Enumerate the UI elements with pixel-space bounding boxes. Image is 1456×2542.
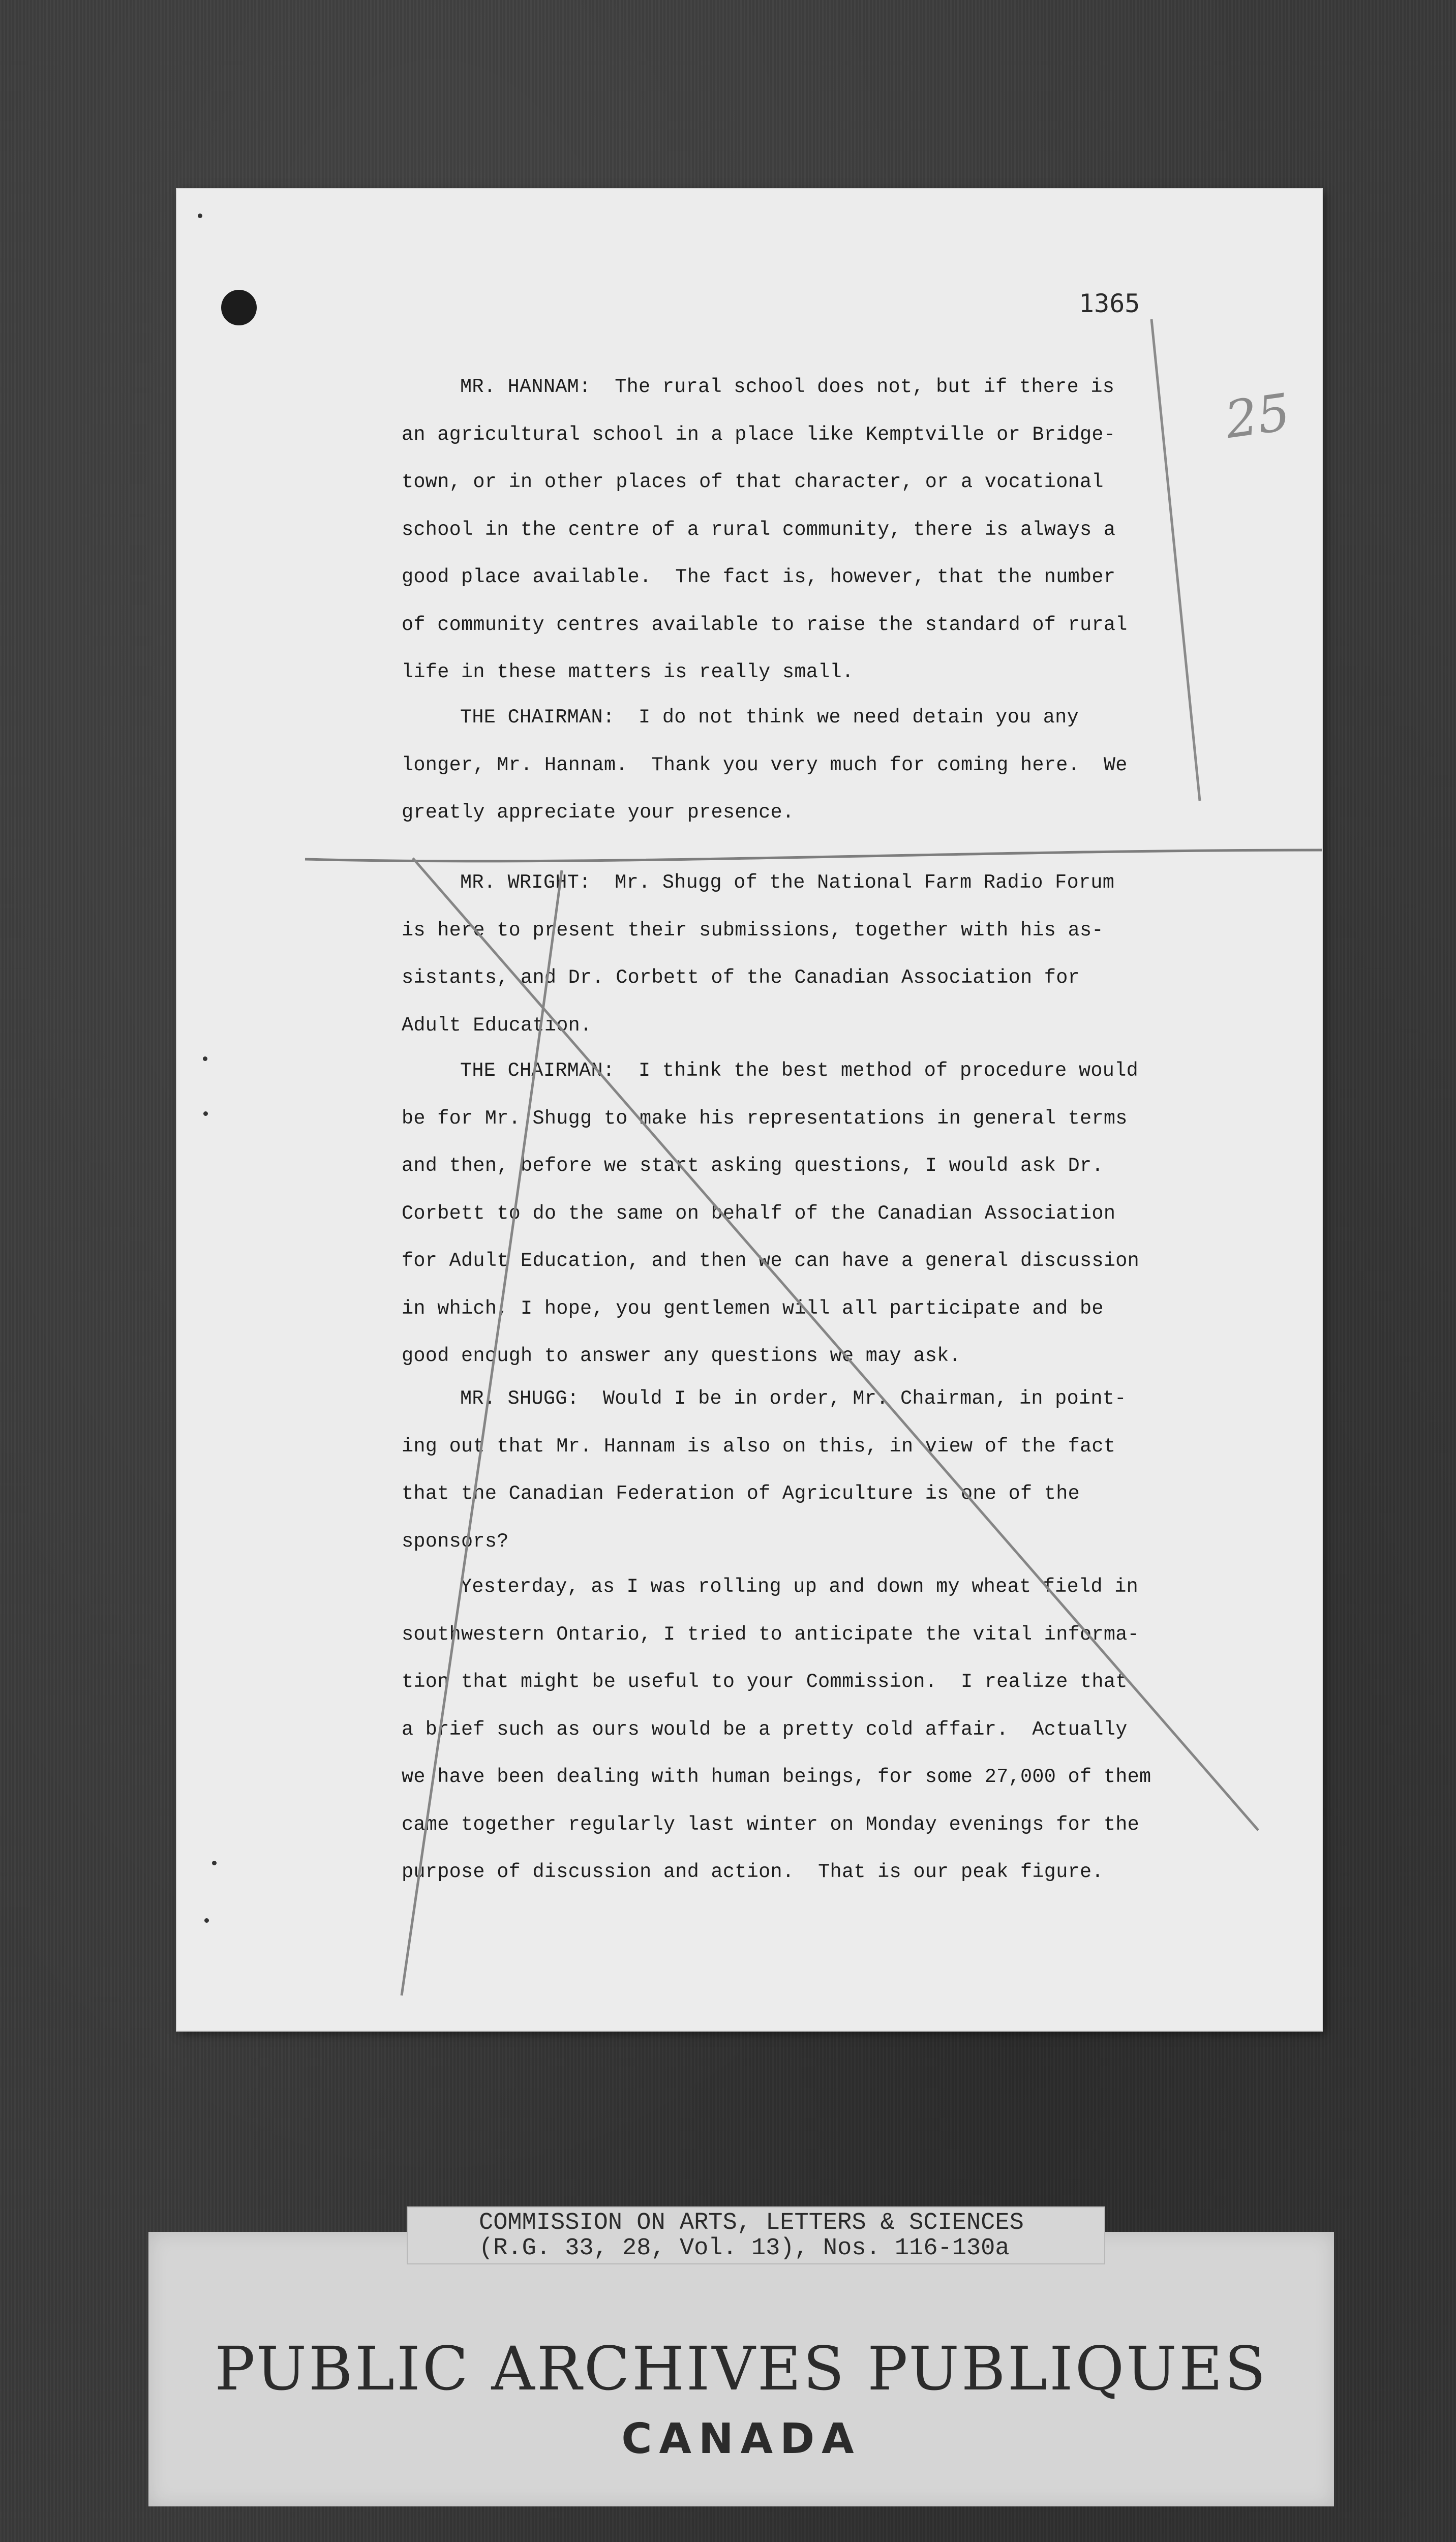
text-line: southwestern Ontario, I tried to anticipate the vital informa- <box>402 1623 1140 1646</box>
archives-title: PUBLIC ARCHIVES PUBLIQUES <box>215 2334 1268 2404</box>
text-line: good place available. The fact is, however, that the number <box>402 566 1116 588</box>
text-line: ing out that Mr. Hannam is also on this, in view of the fact <box>402 1435 1116 1458</box>
text-line: is here to present their submissions, together with his as- <box>402 919 1104 942</box>
paragraph-chairman-1 <box>402 694 1129 837</box>
text-line: and then, before we start asking questions, I would ask Dr. <box>402 1155 1104 1177</box>
text-line: MR. WRIGHT: Mr. Shugg of the National Farm Radio Forum <box>460 871 1115 894</box>
text-line: longer, Mr. Hannam. Thank you very much for coming here. We <box>402 753 1128 776</box>
speck <box>198 214 202 218</box>
punch-hole <box>221 290 257 325</box>
paragraph-shugg <box>402 1375 1129 1565</box>
archive-label-line-1: COMMISSION ON ARTS, LETTERS & SCIENCES <box>479 2210 1024 2236</box>
text-line: THE CHAIRMAN: I do not think we need detain you any <box>460 706 1079 729</box>
archives-band <box>148 2232 1334 2506</box>
archives-subtitle: CANADA <box>621 2415 861 2463</box>
text-line: MR. HANNAM: The rural school does not, but if there is <box>460 376 1115 398</box>
text-line: school in the centre of a rural community, there is always a <box>402 518 1116 541</box>
paragraph-yesterday <box>402 1563 1151 1896</box>
text-line: an agricultural school in a place like Kemptville or Bridge- <box>402 423 1116 446</box>
text-line: sistants, and Dr. Corbett of the Canadian Association for <box>402 966 1080 989</box>
text-line: Adult Education. <box>402 1014 592 1037</box>
paragraph-wright <box>402 859 1129 1049</box>
text-line: life in these matters is really small. <box>402 661 854 683</box>
speck <box>204 1918 209 1923</box>
text-line: a brief such as ours would be a pretty cold affair. Actually <box>402 1718 1128 1741</box>
text-line: Yesterday, as I was rolling up and down my wheat field in <box>460 1576 1139 1598</box>
speck <box>212 1861 217 1865</box>
text-line: purpose of discussion and action. That is our peak figure. <box>402 1861 1104 1883</box>
text-line: tion that might be useful to your Commission. I realize that <box>402 1671 1128 1693</box>
text-line: for Adult Education, and then we can have a general discussion <box>402 1250 1140 1272</box>
speck <box>203 1056 207 1061</box>
text-line: of community centres available to raise the standard of rural <box>402 613 1128 636</box>
paragraph-hannam <box>402 364 1129 697</box>
text-line: sponsors? <box>402 1530 509 1553</box>
text-line: that the Canadian Federation of Agriculture is one of the <box>402 1482 1080 1505</box>
text-line: town, or in other places of that character, or a vocational <box>402 471 1104 493</box>
text-line: greatly appreciate your presence. <box>402 801 795 824</box>
paragraph-chairman-2 <box>402 1047 1140 1380</box>
text-line: good enough to answer any questions we may ask. <box>402 1345 961 1367</box>
text-line: we have been dealing with human beings, for some 27,000 of them <box>402 1766 1151 1788</box>
text-line: THE CHAIRMAN: I think the best method of procedure would <box>460 1060 1139 1082</box>
archive-label-line-2: (R.G. 33, 28, Vol. 13), Nos. 116-130a <box>479 2235 1010 2262</box>
text-line: MR. SHUGG: Would I be in order, Mr. Chairman, in point- <box>460 1387 1127 1410</box>
text-line: be for Mr. Shugg to make his representations in general terms <box>402 1107 1128 1130</box>
speck <box>203 1111 208 1116</box>
archive-reference-label <box>407 2206 1105 2264</box>
text-line: in which, I hope, you gentlemen will all participate and be <box>402 1297 1104 1320</box>
text-line: Corbett to do the same on behalf of the Canadian Association <box>402 1202 1116 1225</box>
pencil-annotation: 25 <box>1221 382 1294 450</box>
page-number: 1365 <box>1079 289 1140 318</box>
text-line: came together regularly last winter on Monday evenings for the <box>402 1813 1140 1836</box>
